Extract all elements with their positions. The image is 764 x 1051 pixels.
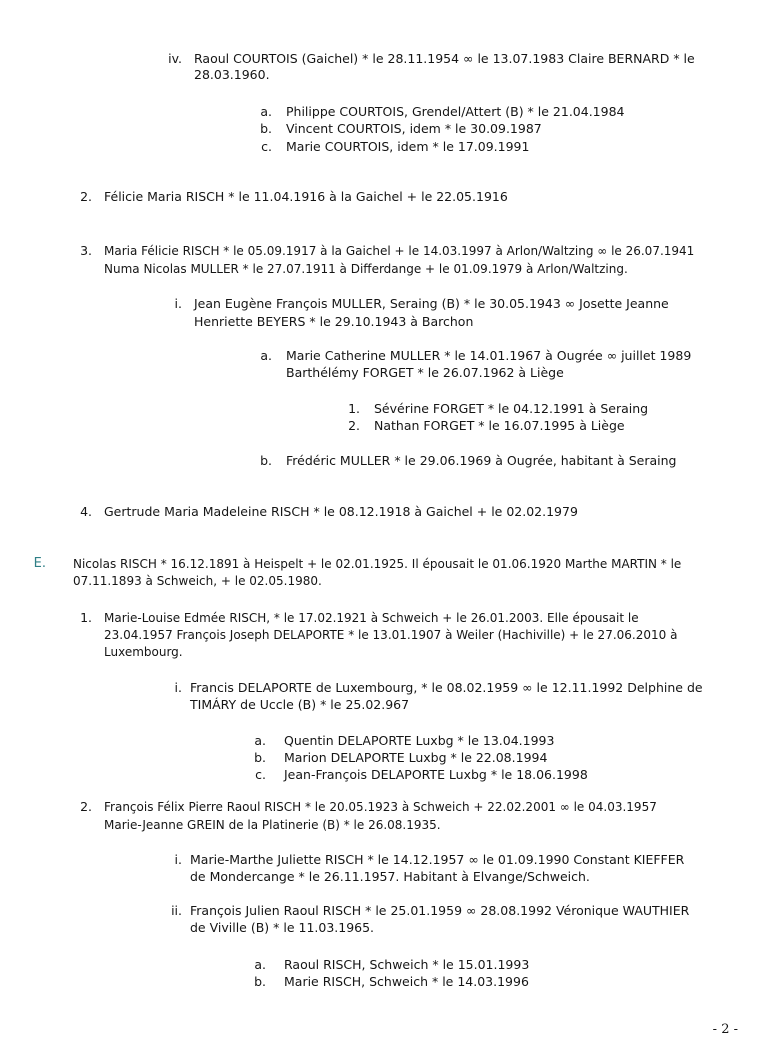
list-marker: a. [260,104,272,119]
entry-text: Raoul COURTOIS (Gaichel) * le 28.11.1954 ∞ le 13.07.1983 Claire BERNARD * le [194,51,695,66]
entry-text-cont: TIMÁRY de Uccle (B) * le 25.02.967 [190,697,410,712]
entry-text: Marie-Louise Edmée RISCH, * le 17.02.1921 à Schweich + le 26.01.2003. Elle épousait le [104,611,639,625]
page-number: - 2 - [712,1022,738,1037]
list-marker: a. [254,733,266,748]
list-marker: b. [254,750,266,765]
entry-text: Marion DELAPORTE Luxbg * le 22.08.1994 [284,750,548,765]
entry-text: Marie Catherine MULLER * le 14.01.1967 à Ougrée ∞ juillet 1989 [286,348,692,363]
entry-text-cont: Luxembourg. [104,645,183,659]
entry-text: Raoul RISCH, Schweich * le 15.01.1993 [284,957,530,972]
list-marker: a. [254,957,266,972]
entry-text-cont: 23.04.1957 François Joseph DELAPORTE * le 13.01.1907 à Weiler (Hachiville) + le 27.06.2010 à [104,628,678,642]
entry-text: Francis DELAPORTE de Luxembourg, * le 08.02.1959 ∞ le 12.11.1992 Delphine de [190,680,703,695]
entry-text-cont: Numa Nicolas MULLER * le 27.07.1911 à Differdange + le 01.09.1979 à Arlon/Waltzing. [104,262,628,276]
entry-text: Nathan FORGET * le 16.07.1995 à Liège [374,418,625,433]
list-marker: c. [255,767,266,782]
list-marker: b. [260,453,272,468]
entry-text-cont: Marie-Jeanne GREIN de la Platinerie (B) * le 26.08.1935. [104,818,441,832]
list-marker: ii. [171,903,182,918]
list-marker: i. [174,852,182,867]
entry-text: Frédéric MULLER * le 29.06.1969 à Ougrée, habitant à Seraing [286,453,677,468]
list-marker: 2. [348,418,360,433]
entry-text: Jean-François DELAPORTE Luxbg * le 18.06.1998 [284,767,588,782]
entry-text: Maria Félicie RISCH * le 05.09.1917 à la Gaichel + le 14.03.1997 à Arlon/Waltzing ∞ le 26.07.1941 [104,244,695,258]
entry-text-cont: de Mondercange * le 26.11.1957. Habitant à Elvange/Schweich. [190,869,590,884]
entry-text: Sévérine FORGET * le 04.12.1991 à Seraing [374,401,649,416]
section-letter: E. [33,556,46,571]
list-marker: a. [260,348,272,363]
entry-text: Félicie Maria RISCH * le 11.04.1916 à la Gaichel + le 22.05.1916 [104,189,508,204]
entry-text: Gertrude Maria Madeleine RISCH * le 08.12.1918 à Gaichel + le 02.02.1979 [104,504,578,519]
entry-text: Marie COURTOIS, idem * le 17.09.1991 [286,139,530,154]
entry-text: Vincent COURTOIS, idem * le 30.09.1987 [286,121,542,136]
entry-text: Marie RISCH, Schweich * le 14.03.1996 [284,974,529,989]
entry-text-cont: Henriette BEYERS * le 29.10.1943 à Barchon [194,314,474,329]
list-marker: 3. [80,243,92,258]
entry-text: Philippe COURTOIS, Grendel/Attert (B) * le 21.04.1984 [286,104,625,119]
entry-text-cont: 07.11.1893 à Schweich, + le 02.05.1980. [73,574,322,588]
entry-text: Jean Eugène François MULLER, Seraing (B) * le 30.05.1943 ∞ Josette Jeanne [194,296,669,311]
list-marker: 1. [80,610,92,625]
list-marker: 4. [80,504,92,519]
list-marker: i. [174,296,182,311]
entry-text: François Félix Pierre Raoul RISCH * le 20.05.1923 à Schweich + 22.02.2001 ∞ le 04.03.1957 [104,800,657,814]
entry-text: François Julien Raoul RISCH * le 25.01.1959 ∞ 28.08.1992 Véronique WAUTHIER [190,903,690,918]
list-marker: i. [174,680,182,695]
entry-text-cont: Barthélémy FORGET * le 26.07.1962 à Liège [286,365,564,380]
list-marker: b. [260,121,272,136]
entry-text-cont: de Viville (B) * le 11.03.1965. [190,920,375,935]
list-marker: 1. [348,401,360,416]
entry-text: Marie-Marthe Juliette RISCH * le 14.12.1957 ∞ le 01.09.1990 Constant KIEFFER [190,852,685,867]
list-marker: iv. [168,51,182,66]
entry-text: Quentin DELAPORTE Luxbg * le 13.04.1993 [284,733,555,748]
list-marker: 2. [80,189,92,204]
entry-text: Nicolas RISCH * 16.12.1891 à Heispelt + le 02.01.1925. Il épousait le 01.06.1920 Marthe MARTIN * le [73,557,682,571]
list-marker: b. [254,974,266,989]
list-marker: c. [261,139,272,154]
entry-text-cont: 28.03.1960. [194,67,270,82]
list-marker: 2. [80,799,92,814]
